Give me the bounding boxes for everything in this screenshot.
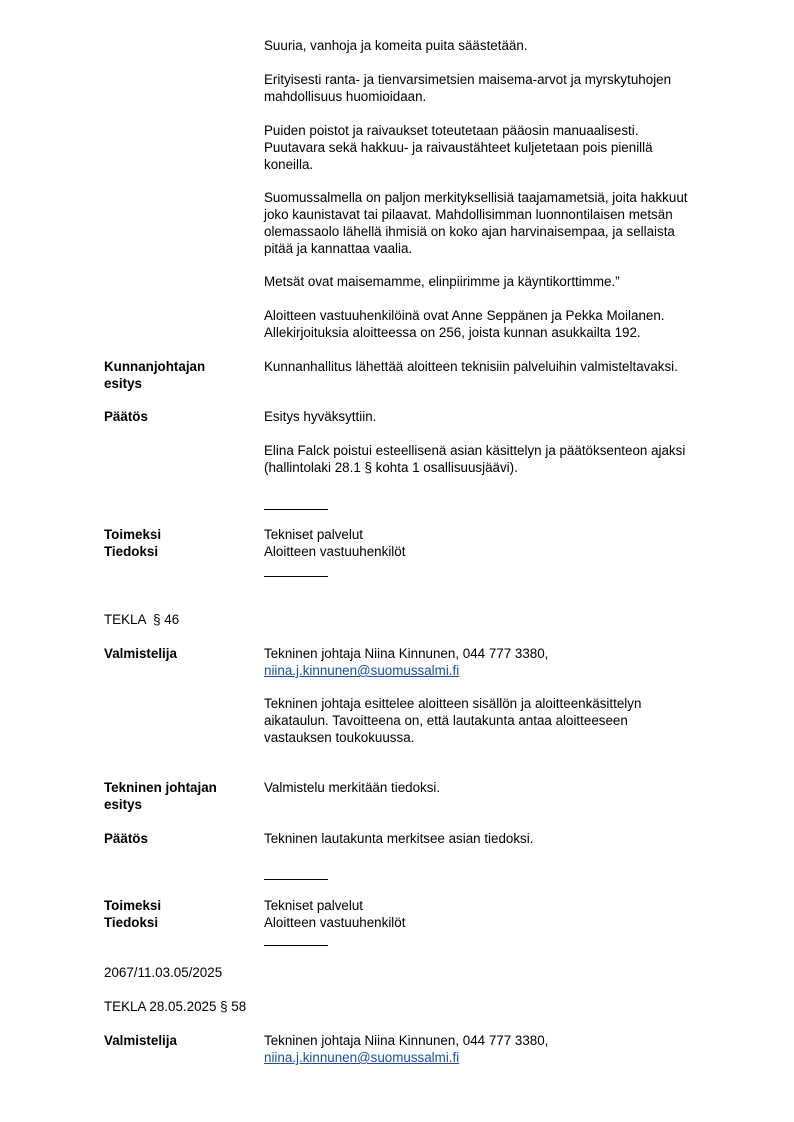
text-line: Tekninen johtaja esittelee aloitteen sisällön ja aloitteenkäsittelyn [264,696,642,711]
toimeksi-value: Tekniset palvelut [264,527,363,542]
label-line: esitys [104,797,142,812]
quote-paragraph-4 [264,189,744,257]
label-line: Kunnanjohtajan [104,359,206,374]
text-line: Elina Falck poistui esteellisenä asian käsittelyn ja päätöksenteon ajaksi [264,443,686,458]
quote-paragraph-6 [264,307,744,341]
preparer-email-line [264,1049,744,1066]
text-line: Metsät ovat maisemamme, elinpiirimme ja käyntikorttimme.” [264,274,620,289]
mayor-proposal-label [104,358,254,392]
separator-line [264,509,328,510]
preparer-info [264,1032,744,1066]
decision-text: Esitys hyväksyttiin. [264,409,377,424]
separator-line [264,879,328,880]
text-line: Allekirjoituksia aloitteessa on 256, joista kunnan asukkailta 192. [264,325,641,340]
decision-label: Päätös [104,831,148,846]
section-heading-tekla-58: TEKLA 28.05.2025 § 58 [104,999,247,1014]
preparer-info [264,645,744,679]
tiedoksi-label: Tiedoksi [104,915,159,930]
technical-director-proposal-label [104,779,254,813]
text-line: Aloitteen vastuuhenkilöinä ovat Anne Seppänen ja Pekka Moilanen. [264,308,665,323]
preparer-name: Tekninen johtaja Niina Kinnunen, 044 777 3380, [264,1033,549,1048]
decision-text: Tekninen lautakunta merkitsee asian tiedoksi. [264,831,534,846]
text-line: Puiden poistot ja raivaukset toteutetaan pääosin manuaalisesti. [264,123,639,138]
text-line: Puutavara sekä hakkuu- ja raivaustähteet kuljetetaan pois pienillä [264,140,653,155]
text-line: (hallintolaki 28.1 § kohta 1 osallisuusjäävi). [264,460,518,475]
separator-line [264,576,328,577]
preparer-name: Tekninen johtaja Niina Kinnunen, 044 777 3380, [264,646,549,661]
section-heading-tekla-46: TEKLA § 46 [104,612,180,627]
tiedoksi-value: Aloitteen vastuuhenkilöt [264,544,406,559]
case-reference-number: 2067/11.03.05/2025 [104,965,223,980]
text-line: koneilla. [264,157,314,172]
text-line: Kunnanhallitus lähettää aloitteen teknisiin palveluihin valmisteltavaksi. [264,359,678,374]
text-line: Suuria, vanhoja ja komeita puita säästetään. [264,38,528,53]
preparation-description [264,695,744,746]
text-line: vastauksen toukokuussa. [264,730,415,745]
preparer-label: Valmistelija [104,646,177,661]
label-line: Tekninen johtajan [104,780,217,795]
tiedoksi-label: Tiedoksi [104,544,159,559]
text-line: joko kaunistavat tai pilaavat. Mahdollisimman luonnontilaisen metsän [264,207,673,222]
decision-label: Päätös [104,409,148,424]
recusal-note [264,442,744,476]
preparer-label: Valmistelija [104,1033,177,1048]
text-line: olemassaolo lähellä ihmisiä on koko ajan harvinaisempaa, ja sellaista [264,224,675,239]
text-line: Suomussalmella on paljon merkityksellisiä taajamametsiä, joita hakkuut [264,190,688,205]
tiedoksi-value: Aloitteen vastuuhenkilöt [264,915,406,930]
toimeksi-label: Toimeksi [104,527,162,542]
email-link[interactable]: niina.j.kinnunen@suomussalmi.fi [264,1050,460,1065]
quote-paragraph-3 [264,122,744,173]
separator-line [264,945,328,946]
label-line: esitys [104,376,142,391]
toimeksi-value: Tekniset palvelut [264,898,363,913]
toimeksi-label: Toimeksi [104,898,162,913]
text-line: pitää ja kannattaa vaalia. [264,241,413,256]
text-line: aikataulun. Tavoitteena on, että lautakunta antaa aloitteeseen [264,713,628,728]
text-line: Erityisesti ranta- ja tienvarsimetsien maisema-arvot ja myrskytuhojen [264,72,672,87]
technical-director-proposal-text: Valmistelu merkitään tiedoksi. [264,780,441,795]
text-line: mahdollisuus huomioidaan. [264,89,427,104]
quote-paragraph-2 [264,71,744,105]
quote-paragraph-1 [264,37,744,54]
mayor-proposal-text [264,358,744,375]
quote-paragraph-5 [264,273,744,290]
preparer-email-line [264,662,744,679]
email-link[interactable]: niina.j.kinnunen@suomussalmi.fi [264,663,460,678]
